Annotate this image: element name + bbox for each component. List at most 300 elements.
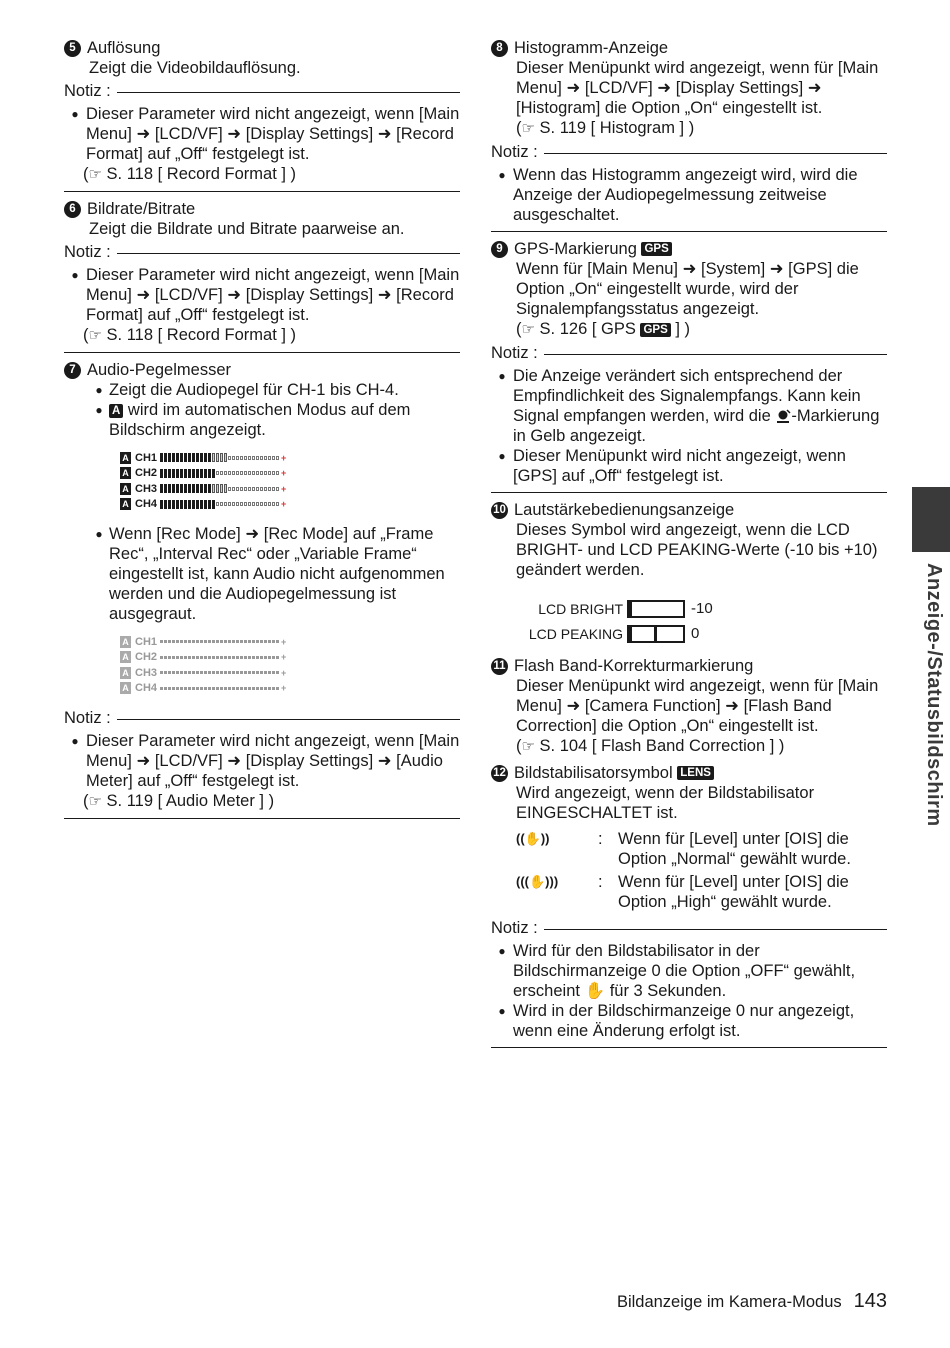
note-header [64,242,460,262]
note-label: Notiz : [491,344,538,362]
meter-segment [228,487,231,491]
meter-segment [240,487,243,491]
meter-segment [224,453,227,462]
auto-mode-icon: A [120,467,131,479]
meter-segment [232,487,235,491]
meter-segment [180,656,183,659]
ois-high-text: Wenn für [Level] unter [OIS] die Option „High“ gewählt wurde. [618,873,849,911]
meter-segment [248,471,251,475]
meter-segment [208,656,211,659]
meter-segment [188,484,191,493]
number-badge: 8 [491,40,508,57]
meter-segment [224,640,227,643]
meter-segment [172,687,175,690]
lcd-indicator-illustration [518,596,887,646]
meter-segment [180,484,183,493]
peak-marker-icon: + [281,499,287,510]
channel-label: CH4 [135,682,158,695]
meter-segment [228,687,231,690]
meter-segment [212,500,215,509]
meter-segment [160,453,163,462]
meter-segment [184,656,187,659]
bullet-dot: ● [71,107,79,121]
meter-segment [220,484,223,493]
meter-segment [208,640,211,643]
section-divider [64,191,460,192]
channel-label: CH3 [135,666,158,679]
number-badge: 7 [64,362,81,379]
meter-segment [244,687,247,690]
note-label: Notiz : [64,82,111,100]
meter-segment [232,640,235,643]
reference-hand-icon: ☞ [88,327,102,344]
meter-segment [196,687,199,690]
meter-segment [264,656,267,659]
section-volume-indicator [491,500,887,646]
meter-segment [168,484,171,493]
audio-meter-row [120,665,460,681]
note-header [491,343,887,363]
meter-segment [168,640,171,643]
page-reference: (☞ S. 126 [ GPS GPS ] ) [516,320,691,338]
meter-segment [160,500,163,509]
meter-segment [276,487,279,491]
meter-segment [276,671,279,674]
section-title: GPS-Markierung [514,240,637,258]
peak-marker-icon: + [281,667,287,678]
meter-segment [244,656,247,659]
meter-segment [164,453,167,462]
meter-segment [244,640,247,643]
meter-segment [272,656,275,659]
section-description: Wenn für [Main Menu] ➜ [System] ➜ [GPS] die Option „On“ eingestellt wurde, wird der Signalempfangsstatus angezeigt. [516,260,859,318]
note-label: Notiz : [64,709,111,727]
meter-segment [244,456,247,460]
meter-segment [168,500,171,509]
note-bullet: ● Die Anzeige verändert sich entsprechend der Empfindlichkeit des Signalempfangs. Kann kein Signal empfangen werden, wird die -Markierung in Gelb angezeigt. [491,366,887,446]
left-column [64,38,460,826]
meter-segment [236,656,239,659]
meter-segment [204,469,207,478]
meter-segment [224,484,227,493]
meter-segment [200,469,203,478]
meter-segment [252,456,255,460]
meter-segment [216,687,219,690]
meter-segment [168,687,171,690]
bullet-dot: ● [95,383,103,397]
meter-segment [252,640,255,643]
bullet-dot: ● [498,1004,506,1018]
page-reference: (☞ S. 119 [ Histogram ] ) [516,119,695,137]
meter-segment [164,687,167,690]
meter-segment [248,656,251,659]
meter-segment [260,671,263,674]
meter-segment [184,500,187,509]
meter-segment [228,640,231,643]
meter-segment [160,469,163,478]
section-title: Bildstabilisatorsymbol [514,764,673,782]
section-title: Lautstärkebedienungsanzeige [514,501,735,519]
meter-segment [268,471,271,475]
meter-segment [212,469,215,478]
lcd-peaking-bar [627,625,685,643]
meter-segment [264,502,267,506]
peak-marker-icon: + [281,652,287,663]
meter-segment [180,453,183,462]
section-flash-band [491,656,887,757]
section-description: Zeigt die Videobildauflösung. [89,59,301,77]
audio-meter-row [120,681,460,697]
meter-segment [184,484,187,493]
meter-segment [228,671,231,674]
ois-normal-icon: ((✋)) [516,831,550,846]
meter-segment [192,687,195,690]
section-audio-meter [64,360,460,819]
auto-mode-icon: A [120,498,131,510]
meter-segment [248,671,251,674]
reference-hand-icon: ☞ [521,738,535,755]
note-header [64,81,460,101]
meter-segment [236,456,239,460]
auto-mode-icon: A [120,452,131,464]
meter-segment [164,500,167,509]
meter-segment [236,471,239,475]
meter-segment [164,671,167,674]
meter-segment [160,687,163,690]
lcd-bright-value: -10 [691,599,713,617]
audio-meter-row [120,481,460,497]
meter-segment [220,502,223,506]
reference-hand-icon: ☞ [88,166,102,183]
chapter-label: Anzeige-/Statusbildschirm [923,563,945,827]
meter-segment [224,671,227,674]
meter-segment [188,469,191,478]
meter-segment [276,640,279,643]
meter-segment [264,671,267,674]
lcd-bright-bar [627,600,685,618]
gps-satellite-icon [775,409,791,423]
meter-segment [256,640,259,643]
chapter-tab [912,487,950,552]
channel-label: CH3 [135,482,158,495]
section-gps-marker [491,239,887,493]
section-stabilizer [491,763,887,1048]
meter-segment [160,484,163,493]
meter-segment [228,471,231,475]
meter-segment [256,487,259,491]
peak-marker-icon: + [281,468,287,479]
meter-segment [240,671,243,674]
meter-segment [196,469,199,478]
meter-segment [272,456,275,460]
meter-segment [188,687,191,690]
section-description: Dieser Menüpunkt wird angezeigt, wenn für [Main Menu] ➜ [Camera Function] ➜ [Flash Band Correction] die Option „On“ eingestellt ist. [516,677,879,735]
meter-segment [212,484,215,493]
meter-segment [164,469,167,478]
meter-segment [224,687,227,690]
channel-label: CH1 [135,635,158,648]
meter-segment [196,656,199,659]
peak-marker-icon: + [281,452,287,463]
meter-segment [248,456,251,460]
meter-segment [192,500,195,509]
bullet-dot: ● [95,527,103,541]
meter-segment [192,656,195,659]
meter-segment [248,687,251,690]
meter-segment [240,471,243,475]
meter-segment [184,453,187,462]
reference-hand-icon: ☞ [521,120,535,137]
meter-segment [172,640,175,643]
page-footer [617,1291,887,1312]
page-reference: (☞ S. 118 [ Record Format ] ) [83,326,297,344]
meter-segment [268,687,271,690]
note-line [544,929,887,930]
meter-segment [212,687,215,690]
bullet-dot: ● [498,449,506,463]
meter-segment [196,453,199,462]
meter-segment [184,640,187,643]
meter-segment [232,656,235,659]
audio-meter-greyed [64,634,460,696]
meter-segment [200,640,203,643]
ois-off-icon: ✋ [584,982,606,1000]
note-bullet: ● Dieser Parameter wird nicht angezeigt, wenn [Main Menu] ➜ [LCD/VF] ➜ [Display Settings] ➜ [Audio Meter] auf „Off“ festgelegt ist. [64,731,460,791]
meter-segment [256,502,259,506]
meter-segment [232,471,235,475]
meter-segment [192,640,195,643]
right-column [491,38,887,1055]
meter-segment [256,656,259,659]
meter-segment [180,640,183,643]
meter-segment [256,687,259,690]
meter-segment [204,500,207,509]
meter-segment [276,471,279,475]
note-line [544,153,887,154]
note-line [117,92,460,93]
meter-segment [276,502,279,506]
meter-segment [200,484,203,493]
meter-segment [260,687,263,690]
section-histogram [491,38,887,232]
meter-segment [272,487,275,491]
note-header [491,918,887,938]
section-title: Audio-Pegelmesser [87,361,231,379]
page-number: 143 [853,1290,887,1312]
number-badge: 11 [491,658,508,675]
sub-bullet: ● A wird im automatischen Modus auf dem Bildschirm angezeigt. [89,400,460,440]
meter-segment [180,500,183,509]
bullet-dot: ● [71,734,79,748]
meter-segment [268,456,271,460]
meter-segment [268,671,271,674]
number-badge: 6 [64,201,81,218]
meter-segment [272,640,275,643]
section-divider [64,352,460,353]
meter-segment [192,469,195,478]
section-description: Dieses Symbol wird angezeigt, wenn die LCD BRIGHT- und LCD PEAKING-Werte (-10 bis +10) geändert werden. [516,521,878,579]
section-title: Auflösung [87,39,161,57]
meter-segment [192,453,195,462]
number-badge: 10 [491,502,508,519]
meter-segment [216,656,219,659]
section-resolution [64,38,460,192]
number-badge: 9 [491,241,508,258]
meter-segment [216,471,219,475]
note-bullet: ● Dieser Parameter wird nicht angezeigt, wenn [Main Menu] ➜ [LCD/VF] ➜ [Display Settings] ➜ [Record Format] auf „Off“ festgelegt ist. [64,104,460,164]
meter-segment [180,469,183,478]
meter-segment [220,671,223,674]
meter-segment [228,656,231,659]
meter-segment [176,453,179,462]
meter-segment [252,471,255,475]
bullet-dot: ● [498,944,506,958]
meter-segment [248,502,251,506]
meter-segment [260,656,263,659]
meter-segment [260,456,263,460]
meter-segment [224,502,227,506]
meter-segment [232,687,235,690]
meter-segment [216,640,219,643]
channel-label: CH4 [135,498,158,511]
meter-segment [272,471,275,475]
channel-label: CH2 [135,467,158,480]
note-bullet: ● Dieser Menüpunkt wird nicht angezeigt, wenn [GPS] auf „Off“ festgelegt ist. [491,446,887,486]
meter-segment [192,671,195,674]
meter-segment [164,484,167,493]
meter-segment [160,656,163,659]
meter-segment [228,502,231,506]
meter-segment [260,471,263,475]
audio-meter-active [64,450,460,512]
meter-segment [184,671,187,674]
ois-table: ((✋)) : Wenn für [Level] unter [OIS] die Option „Normal“ gewählt wurde. (((✋))) : Wenn für [Level] unter [OIS] die Option „High“ gewählt wurde. [516,829,887,912]
number-badge: 12 [491,765,508,782]
note-line [544,354,887,355]
audio-meter-row [120,634,460,650]
meter-segment [208,484,211,493]
meter-segment [220,640,223,643]
peak-marker-icon: + [281,683,287,694]
meter-segment [172,453,175,462]
meter-segment [220,656,223,659]
meter-segment [256,471,259,475]
meter-segment [264,487,267,491]
meter-segment [240,456,243,460]
meter-segment [220,687,223,690]
meter-segment [160,671,163,674]
meter-segment [208,671,211,674]
meter-segment [252,671,255,674]
meter-segment [260,640,263,643]
meter-segment [272,671,275,674]
meter-segment [268,640,271,643]
meter-segment [260,487,263,491]
meter-segment [164,640,167,643]
meter-segment [252,487,255,491]
meter-segment [196,640,199,643]
note-header [491,142,887,162]
meter-segment [240,502,243,506]
meter-segment [200,687,203,690]
meter-segment [200,656,203,659]
lens-tag-icon: LENS [677,766,714,780]
meter-segment [264,640,267,643]
section-title: Histogramm-Anzeige [514,39,669,57]
meter-segment [168,453,171,462]
lcd-bright-label: LCD BRIGHT [538,600,623,617]
page-reference: (☞ S. 119 [ Audio Meter ] ) [83,792,275,810]
meter-segment [184,687,187,690]
gps-tag-icon: GPS [641,242,671,256]
meter-segment [184,469,187,478]
meter-segment [176,687,179,690]
section-divider [64,818,460,819]
ois-normal-text: Wenn für [Level] unter [OIS] die Option „Normal“ gewählt wurde. [618,830,851,868]
meter-segment [236,640,239,643]
audio-meter-row [120,497,460,513]
sub-bullet: ● Wenn [Rec Mode] ➜ [Rec Mode] auf „Frame Rec“, „Interval Rec“ oder „Variable Frame“ eingestellt ist, kann Audio nicht aufgenommen werden und die Audiopegelmessung ist ausgegraut. [89,524,460,624]
lcd-peaking-value: 0 [691,624,700,642]
page-reference: (☞ S. 104 [ Flash Band Correction ] ) [516,737,785,755]
meter-segment [188,453,191,462]
meter-segment [232,456,235,460]
gps-tag-icon: GPS [640,323,670,337]
meter-segment [180,671,183,674]
bullet-dot: ● [498,369,506,383]
meter-segment [204,484,207,493]
meter-segment [240,640,243,643]
meter-segment [276,687,279,690]
meter-segment [160,640,163,643]
note-label: Notiz : [491,143,538,161]
meter-segment [256,671,259,674]
meter-segment [212,671,215,674]
meter-segment [172,656,175,659]
bullet-dot: ● [95,403,103,417]
meter-segment [176,640,179,643]
meter-segment [220,453,223,462]
audio-meter-row [120,650,460,666]
section-divider [491,492,887,493]
meter-segment [264,456,267,460]
meter-segment [172,671,175,674]
meter-segment [272,687,275,690]
meter-segment [168,469,171,478]
meter-segment [208,469,211,478]
footer-text: Bildanzeige im Kamera-Modus [616,1293,842,1311]
meter-segment [204,453,207,462]
meter-segment [244,487,247,491]
reference-hand-icon: ☞ [521,321,535,338]
meter-segment [204,671,207,674]
meter-segment [268,487,271,491]
meter-segment [268,656,271,659]
meter-segment [188,500,191,509]
meter-segment [200,453,203,462]
meter-segment [204,640,207,643]
meter-segment [164,656,167,659]
note-line [117,253,460,254]
meter-segment [240,656,243,659]
section-description: Zeigt die Bildrate und Bitrate paarweise an. [89,220,405,238]
note-line [117,719,460,720]
page-reference: (☞ S. 118 [ Record Format ] ) [83,165,297,183]
meter-segment [264,471,267,475]
meter-segment [176,656,179,659]
meter-segment [176,469,179,478]
auto-mode-icon: A [120,682,131,694]
